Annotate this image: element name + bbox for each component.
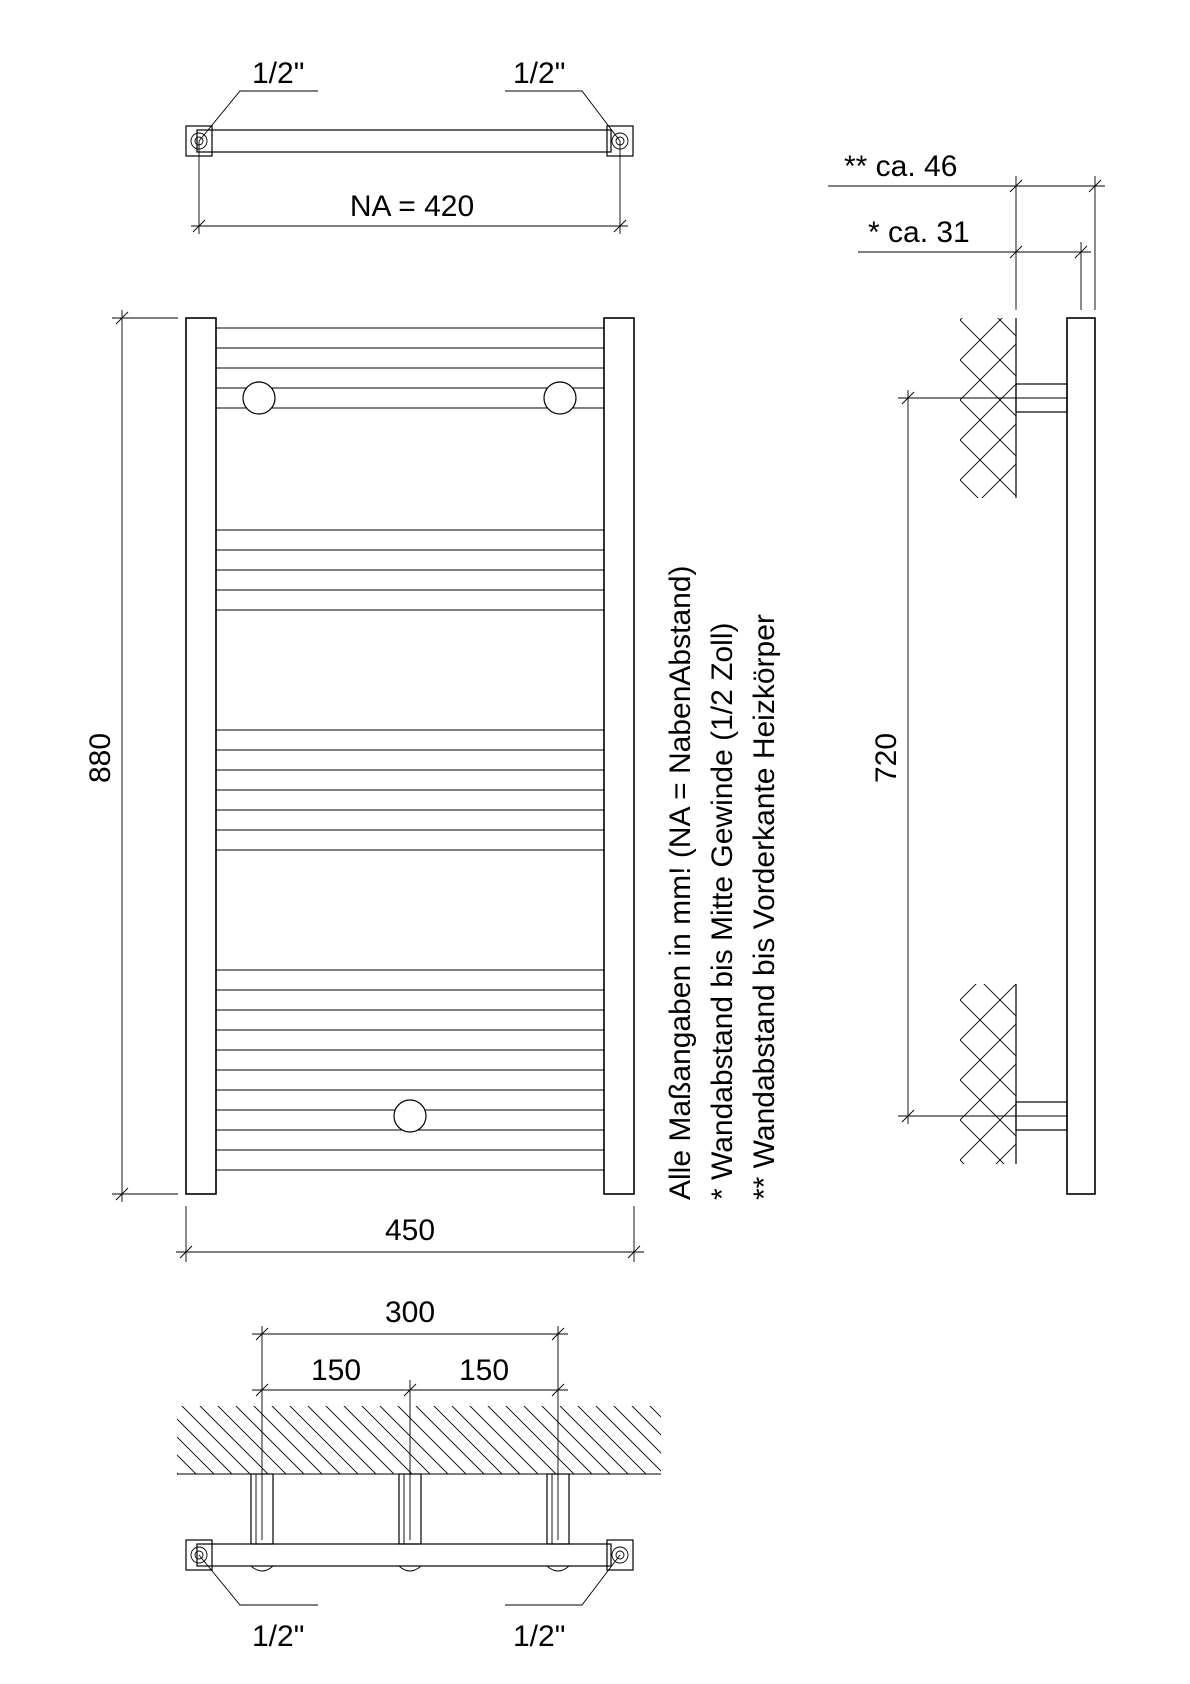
note-units: Alle Maßangaben in mm! (NA = NabenAbstand) bbox=[664, 565, 697, 1200]
horizontal-tubes bbox=[216, 328, 604, 1170]
thread-center-distance-label: * ca. 31 bbox=[868, 216, 970, 249]
span-label: 300 bbox=[384, 1296, 436, 1329]
front-edge-distance-label: ** ca. 46 bbox=[844, 150, 958, 183]
bracket-height-label: 720 bbox=[870, 732, 903, 784]
half-span-right-label: 150 bbox=[458, 1354, 510, 1387]
right-vertical-collector bbox=[604, 318, 634, 1194]
bottom-thread-leader-right bbox=[505, 1555, 620, 1605]
notes bbox=[664, 566, 781, 1201]
thread-leader-left bbox=[199, 91, 318, 141]
left-vertical-collector bbox=[186, 318, 216, 1194]
wall-section-top bbox=[960, 318, 1016, 498]
thread-label-bottom-left: 1/2" bbox=[252, 1620, 305, 1653]
top-view bbox=[186, 57, 633, 234]
wall-section-bottom bbox=[960, 984, 1016, 1164]
connection-top-left bbox=[243, 382, 275, 414]
note-front-edge-distance: ** Wandabstand bis Vorderkante Heizkörper bbox=[748, 614, 781, 1200]
radiator-side-profile bbox=[1067, 318, 1095, 1194]
thread-label-top-left: 1/2" bbox=[252, 57, 305, 90]
connection-top-right bbox=[544, 382, 576, 414]
front-view bbox=[84, 310, 644, 1262]
connection-bottom-center bbox=[394, 1100, 426, 1132]
bracket-right-clip bbox=[547, 1566, 569, 1571]
note-thread-distance: * Wandabstand bis Mitte Gewinde (1/2 Zoll) bbox=[706, 622, 739, 1200]
wall-hatching bbox=[177, 1406, 661, 1474]
thread-label-bottom-right: 1/2" bbox=[513, 1620, 566, 1653]
half-span-left-label: 150 bbox=[310, 1354, 362, 1387]
bottom-view bbox=[177, 1296, 661, 1653]
height-label: 880 bbox=[84, 732, 117, 784]
bottom-thread-leader-left bbox=[199, 1555, 318, 1605]
hub-distance-label: NA = 420 bbox=[349, 190, 475, 223]
top-view-tube bbox=[197, 130, 611, 152]
bottom-view-tube bbox=[197, 1544, 611, 1566]
thread-leader-right bbox=[505, 91, 620, 141]
side-view bbox=[828, 150, 1105, 1194]
bracket-left-clip bbox=[251, 1566, 273, 1571]
width-label: 450 bbox=[384, 1214, 436, 1247]
thread-label-top-right: 1/2" bbox=[513, 57, 566, 90]
bracket-center-clip bbox=[399, 1566, 421, 1571]
